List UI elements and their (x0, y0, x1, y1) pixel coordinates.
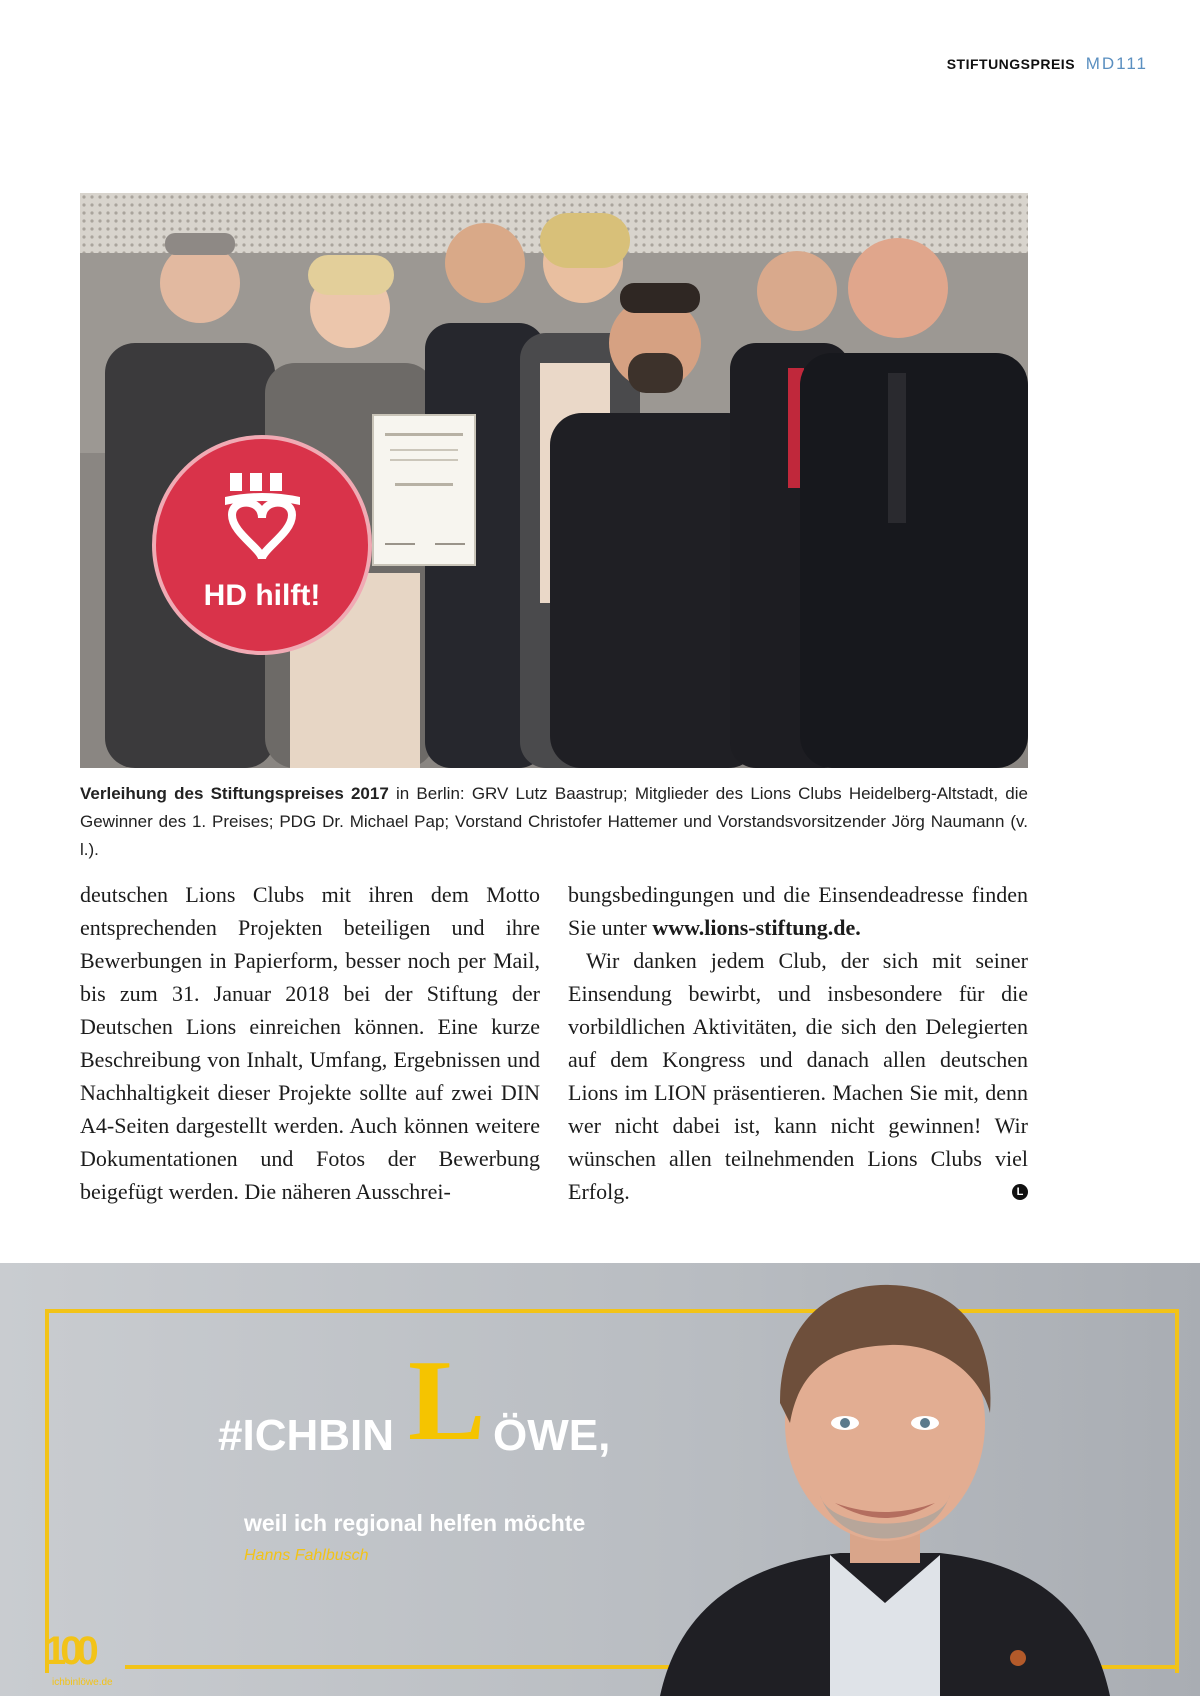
article-paragraph (568, 878, 1028, 944)
logo-number: 100 (44, 1629, 93, 1673)
award-photo (80, 193, 1028, 768)
award-photo-illustration (80, 193, 1028, 768)
section-title: STIFTUNGSPREIS (946, 56, 1076, 72)
article-column-left (80, 878, 540, 1208)
ad-person-name: Hanns Fahlbusch (244, 1547, 369, 1564)
ichbinloewe-advertisement (0, 1263, 1200, 1696)
running-head (947, 54, 1148, 74)
headline-big-l: L (408, 1337, 486, 1465)
article-text: bungsbedingungen und die Einsendeadresse finden Sie unter (568, 882, 1028, 940)
certificate (373, 415, 475, 565)
article-column-right (568, 878, 1028, 1208)
badge-text: HD hilft! (203, 579, 321, 612)
portrait-photo (640, 1263, 1120, 1696)
photo-caption (80, 780, 1028, 864)
end-of-article-icon: L (1012, 1184, 1028, 1200)
headline-part-ichbin: #ICHBIN (218, 1411, 395, 1460)
page-number: MD111 (1085, 54, 1148, 73)
lions-100-logo (44, 1629, 124, 1689)
caption-bold: Verleihung des Stiftungspreises 2017 (80, 784, 389, 803)
hd-hilft-badge (154, 437, 370, 653)
logo-url[interactable]: ichbinlöwe.de (52, 1677, 113, 1688)
article-paragraph: Wir danken jedem Club, der sich mit seiner Einsendung bewirbt, und insbesondere für die vorbildlichen Aktivitäten, die sich den Delegierten auf dem Kongress und danach allen deutschen Lions im LION präsentieren. Machen Sie mit, denn wer nicht dabei ist, kann nicht gewinnen! Wir wünschen allen teilnehmenden Lions Clubs viel Erfolg. (568, 948, 1028, 1204)
article-paragraph: deutschen Lions Clubs mit ihren dem Motto entsprechenden Projekten beteiligen und ihre Bewerbungen in Papierform, besser noch per Mail, bis zum 31. Januar 2018 bei der Stiftung der Deutschen Lions einreichen können. Eine kurze Beschreibung von Inhalt, Umfang, Ergebnissen und Nachhaltigkeit dieser Projekte sollte auf zwei DIN A4-Seiten dargestellt werden. Auch können weitere Dokumentationen und Fotos der Bewerbung beigefügt werden. Die näheren Ausschrei- (80, 882, 540, 1204)
ad-subline: weil ich regional helfen möchte (244, 1510, 586, 1536)
website-link[interactable]: www.lions-stiftung.de. (652, 915, 861, 940)
headline-part-oewe: ÖWE, (493, 1411, 611, 1460)
caption-text: in Berlin: GRV Lutz Baastrup; Mitglieder des Lions Clubs Heidelberg-Altstadt, die Gewinner des 1. Preises; PDG Dr. Michael Pap; Vorstand Christofer Hattemer und Vorstandsvorsitzender Jörg Naumann (v. l.). (80, 784, 1028, 859)
